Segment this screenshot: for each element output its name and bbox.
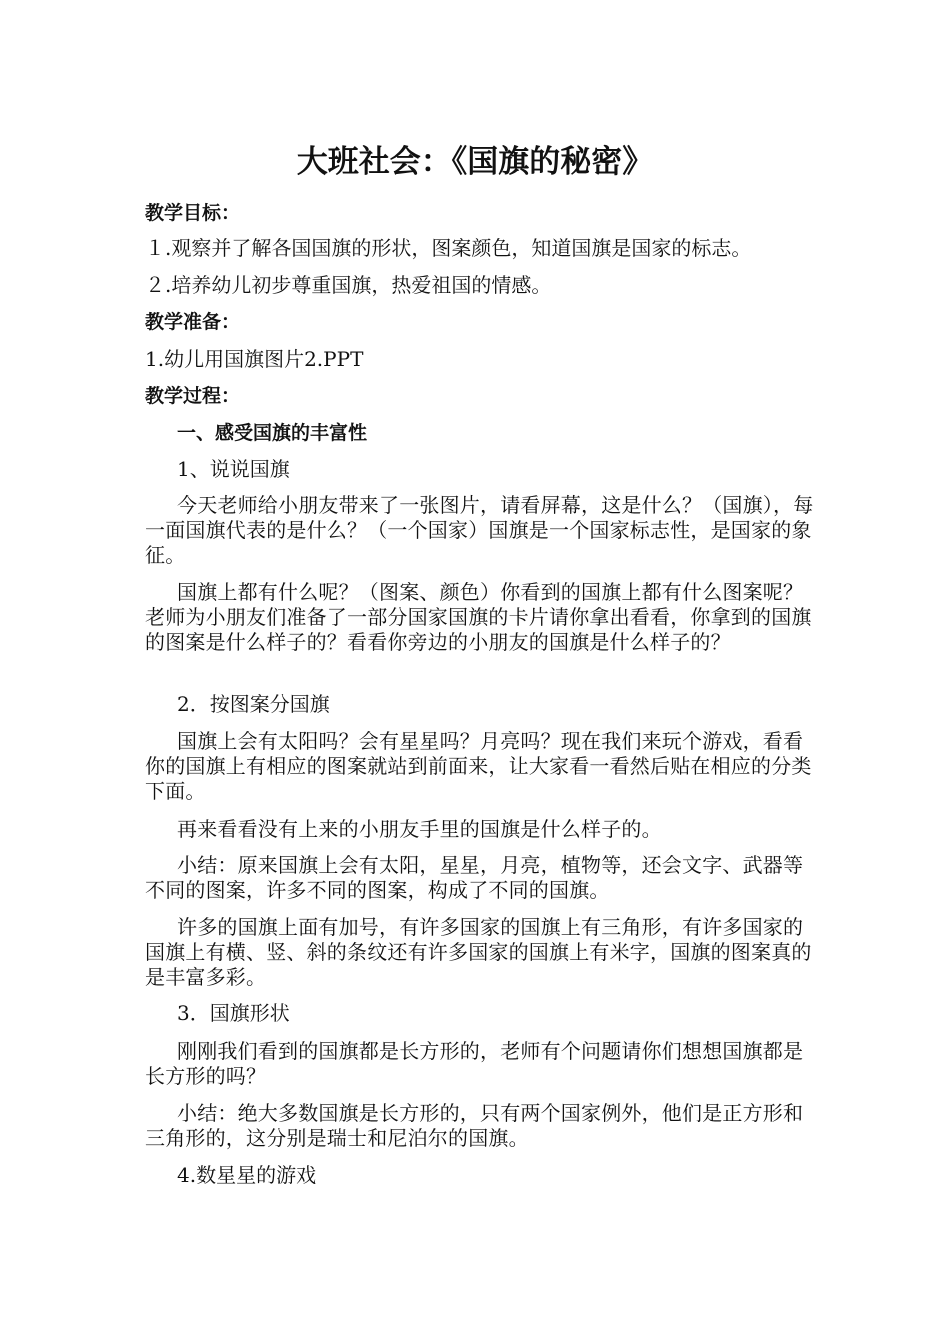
subsection-4-heading: 4.数星星的游戏 xyxy=(177,1163,317,1187)
goal-item-1: １.观察并了解各国国旗的形状，图案颜色，知道国旗是国家的标志。 xyxy=(145,236,752,260)
paragraph-2: 国旗上都有什么呢？（图案、颜色）你看到的国旗上都有什么图案呢？老师为小朋友们准备了一部分国家国旗的卡片请你拿出看看，你拿到的国旗的图案是什么样子的？看看你旁边的小朋友的国旗是什么样子的？ xyxy=(145,580,812,654)
paragraph-1: 今天老师给小朋友带来了一张图片，请看屏幕，这是什么？（国旗），每一面国旗代表的是什么？（一个国家）国旗是一个国家标志性，是国家的象征。 xyxy=(145,493,814,567)
paragraph-6: 许多的国旗上面有加号，有许多国家的国旗上有三角形，有许多国家的国旗上有横、竖、斜的条纹还有许多国家的国旗上有米字，国旗的图案真的是丰富多彩。 xyxy=(145,915,812,989)
section1-heading: 一、感受国旗的丰富性 xyxy=(177,422,368,444)
prep-text: 1.幼儿用国旗图片2.PPT xyxy=(145,347,364,371)
process-heading: 教学过程： xyxy=(145,385,241,407)
document-title: 大班社会：《国旗的秘密》 xyxy=(296,144,654,180)
goals-heading: 教学目标： xyxy=(145,202,241,224)
subsection-1-heading: 1、说说国旗 xyxy=(177,457,290,481)
prep-heading: 教学准备： xyxy=(145,311,241,333)
subsection-2-heading: 2．按图案分国旗 xyxy=(177,692,330,716)
subsection-3-heading: 3．国旗形状 xyxy=(177,1001,290,1025)
paragraph-3: 国旗上会有太阳吗？会有星星吗？月亮吗？现在我们来玩个游戏，看看你的国旗上有相应的图案就站到前面来，让大家看一看然后贴在相应的分类下面。 xyxy=(145,729,812,803)
goal-item-2: ２.培养幼儿初步尊重国旗，热爱祖国的情感。 xyxy=(145,273,552,297)
paragraph-8: 小结：绝大多数国旗是长方形的，只有两个国家例外，他们是正方形和三角形的，这分别是瑞士和尼泊尔的国旗。 xyxy=(145,1101,804,1150)
paragraph-4: 再来看看没有上来的小朋友手里的国旗是什么样子的。 xyxy=(177,817,662,841)
paragraph-7: 刚刚我们看到的国旗都是长方形的，老师有个问题请你们想想国旗都是长方形的吗？ xyxy=(145,1039,804,1088)
paragraph-5: 小结：原来国旗上会有太阳，星星，月亮，植物等，还会文字、武器等不同的图案，许多不同的图案，构成了不同的国旗。 xyxy=(145,853,804,902)
